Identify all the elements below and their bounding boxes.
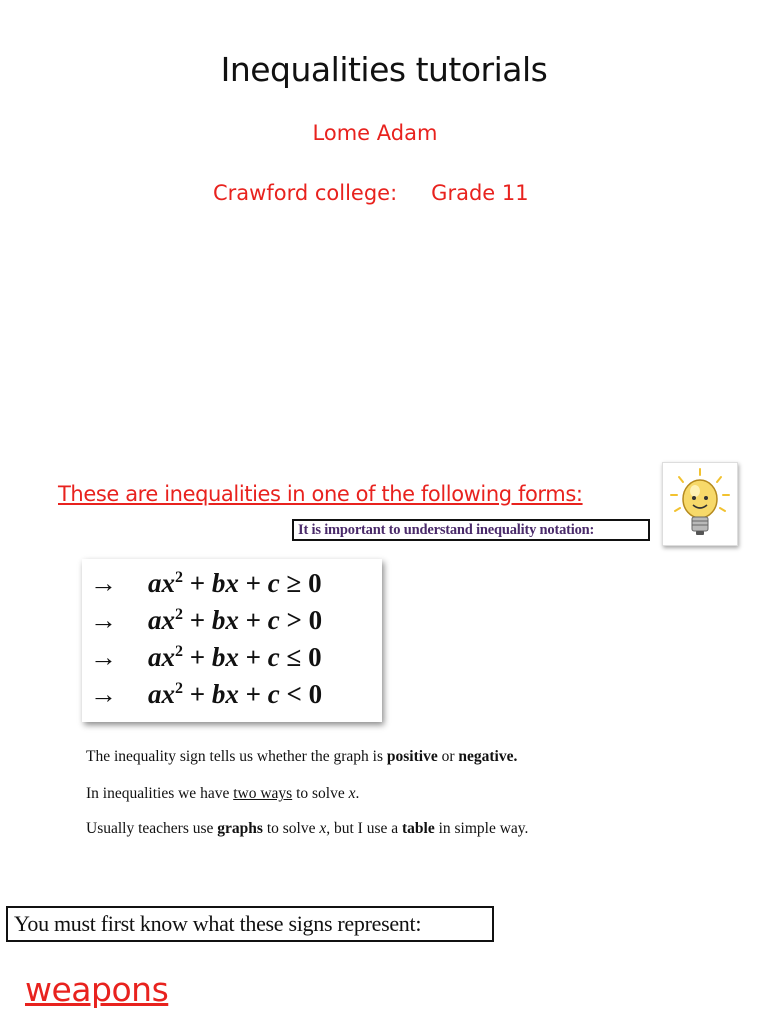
school-line (213, 181, 529, 205)
forms-heading: These are inequalities in one of the following forms: (58, 482, 583, 506)
arrow-icon: → (90, 568, 117, 598)
paragraph-method: Usually teachers use graphs to solve x, but I use a table in simple way. (86, 820, 529, 837)
formula-row: → $ax^2$ + bx + c > 0 (90, 602, 322, 639)
grade-label: Grade 11 (431, 181, 529, 205)
signs-note-box: You must first know what these signs represent: (6, 906, 494, 942)
weapons-heading: weapons (25, 970, 169, 1009)
formula-row: → $ax^2$ + bx + c ≤ 0 (90, 639, 322, 676)
lightbulb-icon (662, 462, 738, 546)
school-name: Crawford college: (213, 181, 398, 205)
formula-row: → $ax^2$ + bx + c < 0 (90, 676, 322, 713)
author-name: Lome Adam (312, 121, 438, 145)
arrow-icon: → (90, 679, 117, 709)
paragraph-sign-meaning: The inequality sign tells us whether the graph is positive or negative. (86, 748, 518, 765)
paragraph-two-ways: In inequalities we have two ways to solve x. (86, 785, 360, 802)
formula-row: → $ax^2$ + bx + c ≥ 0 (90, 565, 322, 602)
notation-note-box: It is important to understand inequality notation: (292, 519, 650, 541)
formula-panel (82, 559, 382, 722)
page-title: Inequalities tutorials (220, 50, 548, 89)
arrow-icon: → (90, 642, 117, 672)
arrow-icon: → (90, 605, 117, 635)
